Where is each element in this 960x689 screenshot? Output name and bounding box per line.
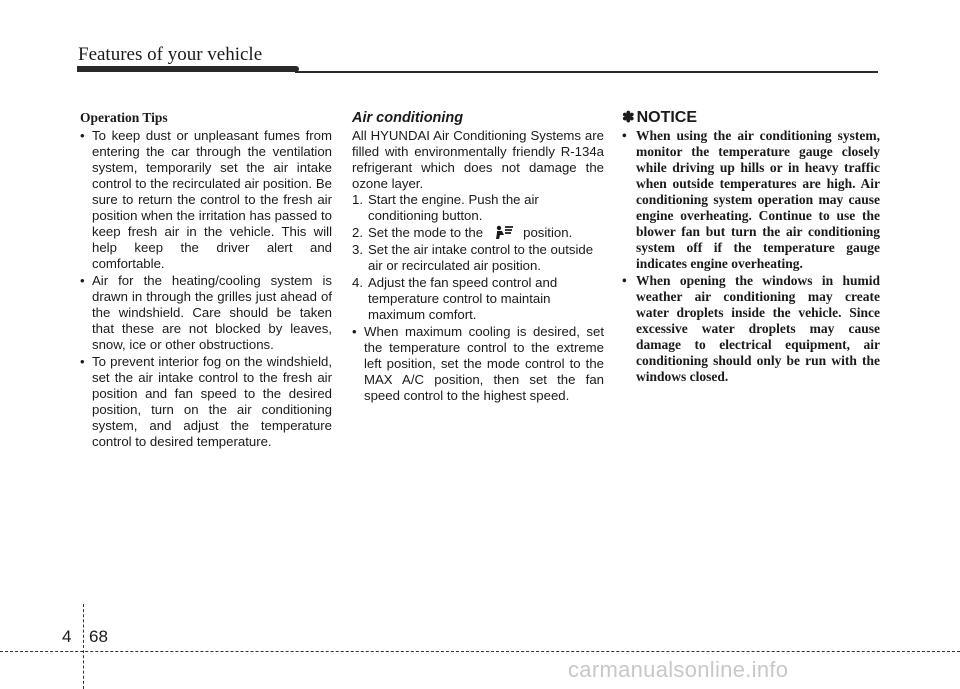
air-conditioning-intro: All HYUNDAI Air Conditioning Systems are filled with environmentally friendly R-134a refrigerant which does not damage the ozone layer. (352, 128, 604, 191)
operation-tips-list (80, 128, 332, 450)
watermark: carmanualsonline.info (568, 657, 789, 682)
list-item: • To keep dust or unpleasant fumes from entering the car through the ventilation system, temporarily set the air intake control to the recirculated air position. Be sure to return the control to the fresh air position when the irritation has passed to keep fresh air in the vehicle. This will help keep the driver alert and comfortable. (80, 128, 332, 272)
page-number: 68 (89, 627, 108, 646)
list-item: • When maximum cooling is desired, set the temperature control to the extreme left position, set the mode control to the MAX A/C position, then set the fan speed control to the highest speed. (352, 324, 604, 404)
column-notice (622, 110, 880, 386)
header-rule-thick (77, 66, 299, 72)
step-text: Adjust the fan speed control and temperature control to maintain maximum comfort. (368, 275, 558, 322)
asterisk-icon: ✽ (622, 109, 635, 126)
footer-divider-vertical (83, 604, 84, 689)
header-rule-thin (295, 71, 878, 73)
step-number: 2. (352, 225, 363, 240)
max-cooling-list (352, 324, 604, 404)
air-conditioning-steps (352, 192, 604, 323)
page-header-title: Features of your vehicle (78, 44, 263, 65)
list-item (352, 192, 604, 224)
list-item: • To prevent interior fog on the windshield, set the air intake control to the fresh air position and fan speed to the desired position, turn on the air conditioning system, and adjust the temperature control to desired temperature. (80, 354, 332, 450)
step-text: Set the mode to the (368, 225, 484, 240)
operation-tips-heading: Operation Tips (80, 110, 168, 125)
air-conditioning-title: Air conditioning (352, 110, 464, 126)
face-vent-mode-icon (493, 225, 515, 239)
step-number: 4. (352, 275, 363, 290)
footer-divider-horizontal (0, 651, 960, 652)
list-item: • Air for the heating/cooling system is drawn in through the grilles just ahead of the windshield. Care should be taken that these are not blocked by leaves, snow, ice or other obstructions. (80, 273, 332, 353)
step-text: Start the engine. Push the air conditioning button. (368, 192, 539, 223)
step-number: 3. (352, 242, 363, 257)
list-item (352, 225, 604, 241)
step-text: position. (523, 225, 573, 240)
list-item: • When using the air conditioning system, monitor the temperature gauge closely while driving up hills or in heavy traffic when outside temperatures are high. Air conditioning system operation may cause engine overheating. Continue to use the blower fan but turn the air conditioning system off if the temperature gauge indicates engine overheating. (622, 128, 880, 272)
notice-heading (622, 110, 880, 126)
step-number: 1. (352, 192, 363, 207)
section-number: 4 (62, 627, 72, 646)
list-item (352, 275, 604, 323)
notice-list (622, 128, 880, 385)
list-item (352, 242, 604, 274)
list-item: • When opening the windows in humid weather air conditioning may create water droplets inside the vehicle. Since excessive water droplets may cause damage to electrical equipment, air conditioning should only be run with the windows closed. (622, 273, 880, 385)
column-operation-tips (80, 110, 332, 451)
notice-title: NOTICE (636, 109, 698, 126)
column-air-conditioning (352, 110, 604, 405)
step-text: Set the air intake control to the outside air or recirculated air position. (368, 242, 594, 273)
